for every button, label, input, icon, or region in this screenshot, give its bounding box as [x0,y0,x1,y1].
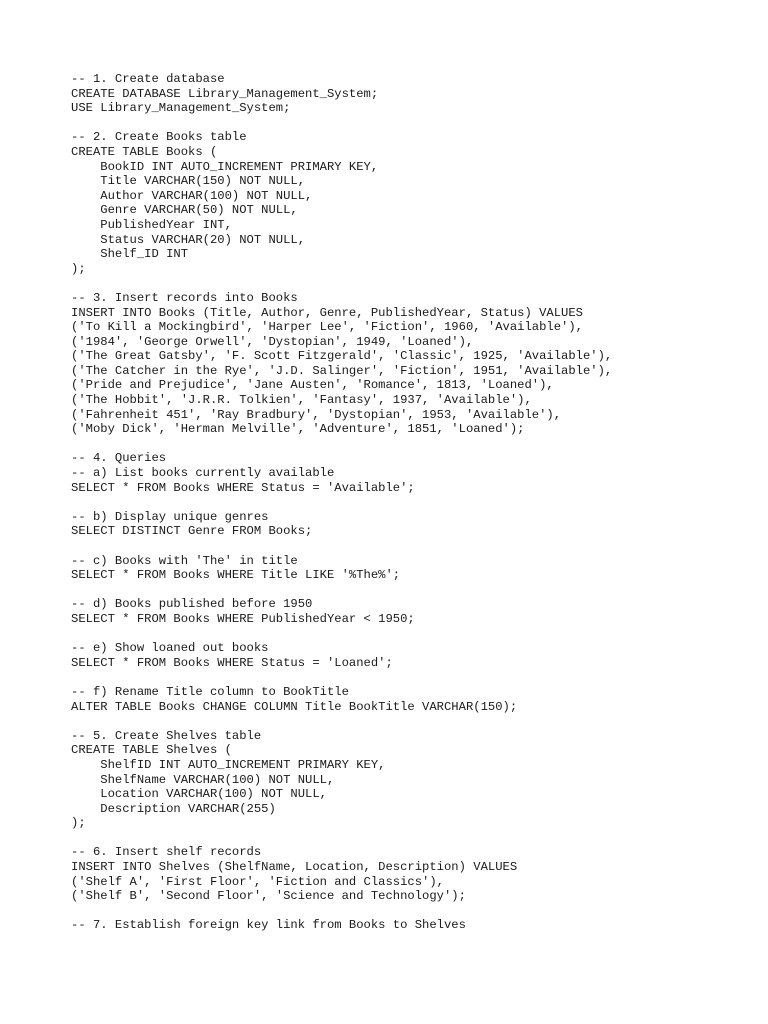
code-line: ); [71,816,86,831]
code-line [71,495,612,510]
code-line: CREATE TABLE Books ( [71,144,218,159]
code-line [71,437,612,452]
code-line: ALTER TABLE Books CHANGE COLUMN Title BookTitle VARCHAR(150); [71,699,518,714]
code-line: ('1984', 'George Orwell', 'Dystopian', 1949, 'Loaned'), [71,334,474,349]
code-line: ('Shelf A', 'First Floor', 'Fiction and Classics'), [71,874,444,889]
code-line: Description VARCHAR(255) [71,801,276,816]
code-line: Location VARCHAR(100) NOT NULL, [71,787,327,802]
code-line: -- c) Books with 'The' in title [71,553,298,568]
code-line: ShelfID INT AUTO_INCREMENT PRIMARY KEY, [71,757,386,772]
code-line: SELECT * FROM Books WHERE Title LIKE '%The%'; [71,568,401,583]
code-line: Genre VARCHAR(50) NOT NULL, [71,203,298,218]
code-line: ('The Hobbit', 'J.R.R. Tolkien', 'Fantasy', 1937, 'Available'), [71,393,532,408]
code-line: ('Moby Dick', 'Herman Melville', 'Adventure', 1851, 'Loaned'); [71,422,525,437]
code-line: ); [71,261,86,276]
code-line: Shelf_ID INT [71,247,189,262]
code-line: BookID INT AUTO_INCREMENT PRIMARY KEY, [71,159,379,174]
code-line: -- 1. Create database [71,72,225,86]
code-line [71,904,612,919]
code-line: -- e) Show loaned out books [71,641,269,656]
code-line: SELECT * FROM Books WHERE Status = 'Available'; [71,480,415,495]
code-line: -- 7. Establish foreign key link from Books to Shelves [71,918,466,933]
code-line: Status VARCHAR(20) NOT NULL, [71,232,306,247]
code-line: CREATE DATABASE Library_Management_System; [71,86,379,101]
code-line: CREATE TABLE Shelves ( [71,743,232,758]
code-line: -- d) Books published before 1950 [71,597,313,612]
code-line: -- b) Display unique genres [71,509,269,524]
code-line [71,627,612,642]
code-line [71,831,612,846]
code-line: Author VARCHAR(100) NOT NULL, [71,188,313,203]
code-line: -- 5. Create Shelves table [71,728,262,743]
code-line: ('Shelf B', 'Second Floor', 'Science and Technology'); [71,889,466,904]
code-line: INSERT INTO Shelves (ShelfName, Location, Description) VALUES [71,860,518,875]
code-line: -- a) List books currently available [71,466,335,481]
code-line: -- 4. Queries [71,451,167,466]
code-line: -- f) Rename Title column to BookTitle [71,684,349,699]
code-line: ('The Great Gatsby', 'F. Scott Fitzgerald', 'Classic', 1925, 'Available'), [71,349,613,364]
code-line: PublishedYear INT, [71,217,232,232]
code-line: -- 3. Insert records into Books [71,290,298,305]
code-line: ('To Kill a Mockingbird', 'Harper Lee', 'Fiction', 1960, 'Available'), [71,320,583,335]
code-line: Title VARCHAR(150) NOT NULL, [71,174,306,189]
code-line: USE Library_Management_System; [71,101,291,116]
code-line [71,714,612,729]
code-line: INSERT INTO Books (Title, Author, Genre, PublishedYear, Status) VALUES [71,305,583,320]
code-line [71,583,612,598]
code-line: ('Pride and Prejudice', 'Jane Austen', 'Romance', 1813, 'Loaned'), [71,378,554,393]
code-line: SELECT DISTINCT Genre FROM Books; [71,524,313,539]
code-line: SELECT * FROM Books WHERE PublishedYear < 1950; [71,611,415,626]
code-line [71,116,612,131]
code-line: ('Fahrenheit 451', 'Ray Bradbury', 'Dystopian', 1953, 'Available'), [71,407,562,422]
code-line: -- 6. Insert shelf records [71,845,262,860]
code-line: SELECT * FROM Books WHERE Status = 'Loaned'; [71,655,393,670]
code-line: -- 2. Create Books table [71,130,247,145]
sql-code-block [71,72,612,933]
code-line [71,670,612,685]
code-line [71,539,612,554]
code-line [71,276,612,291]
code-line: ('The Catcher in the Rye', 'J.D. Salinger', 'Fiction', 1951, 'Available'), [71,363,613,378]
code-line: ShelfName VARCHAR(100) NOT NULL, [71,772,335,787]
